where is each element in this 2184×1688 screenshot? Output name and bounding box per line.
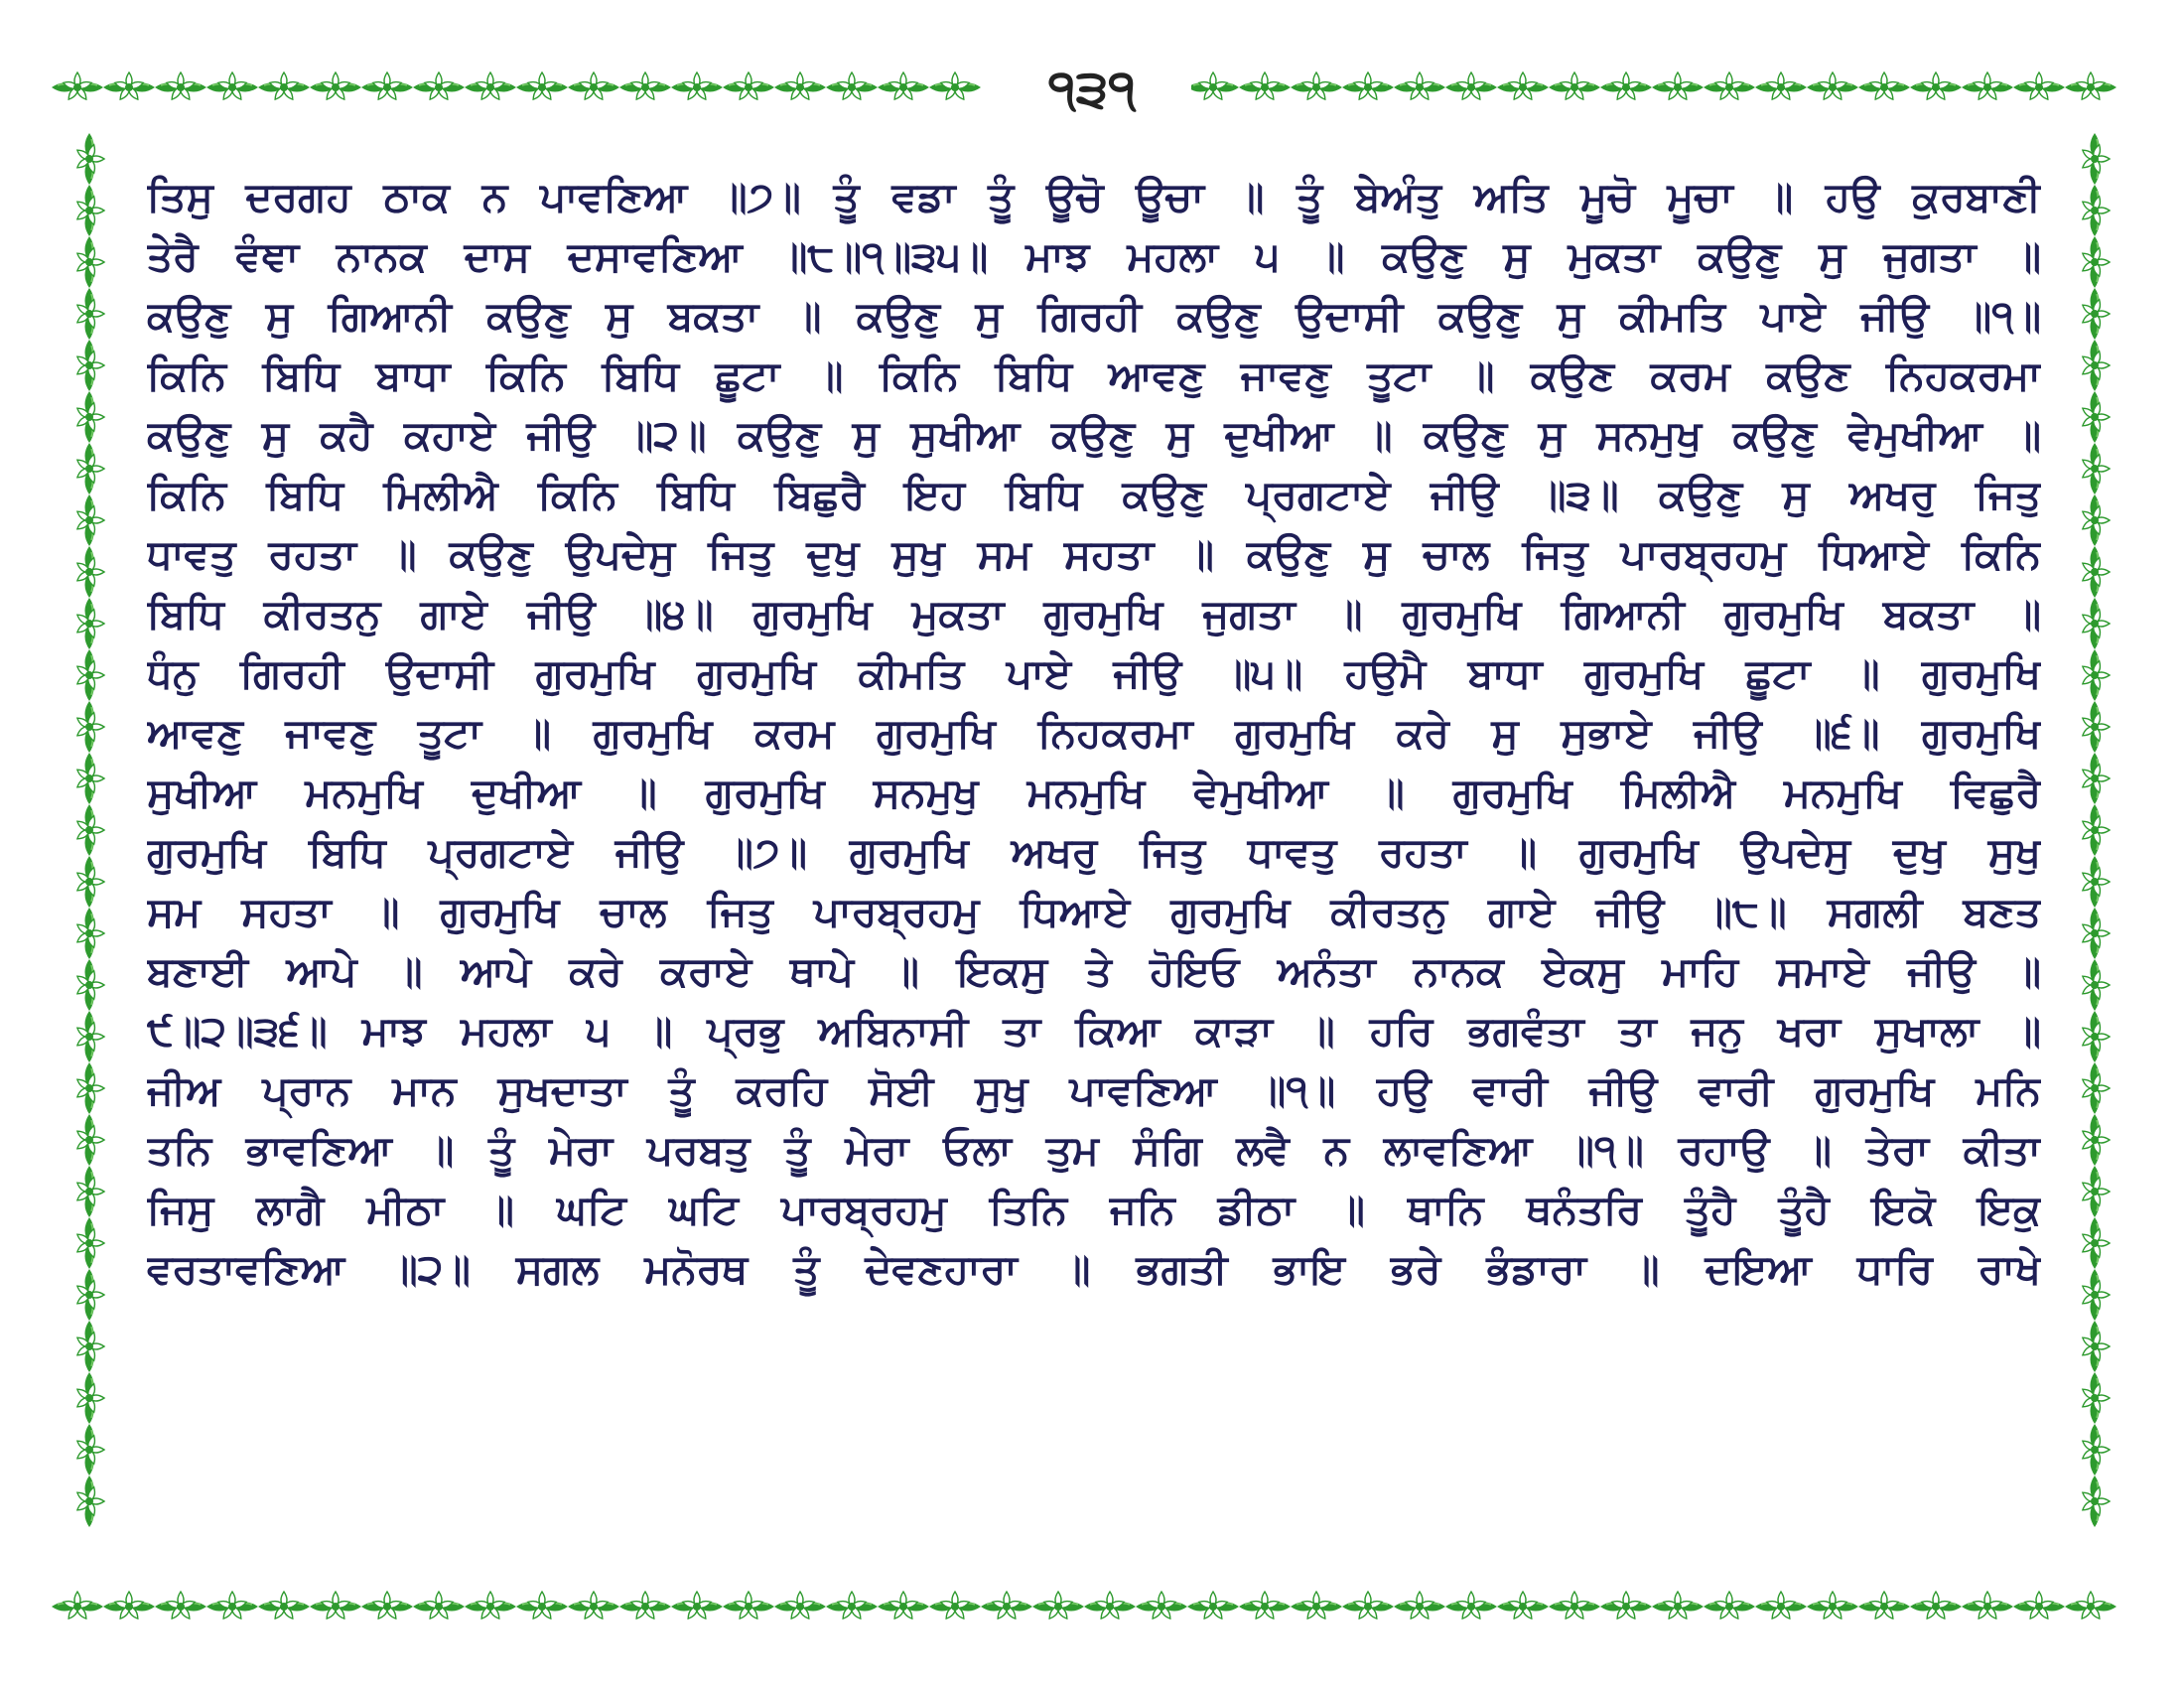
flower-vine-icon: [1962, 1592, 2013, 1620]
flower-vine-icon: [1291, 1592, 1342, 1620]
flower-vine-icon: [75, 1062, 104, 1114]
flower-vine-icon: [75, 753, 104, 804]
flower-vine-icon: [75, 236, 104, 288]
flower-vine-icon: [1084, 1592, 1136, 1620]
flower-vine-icon: [1445, 1592, 1497, 1620]
flower-vine-icon: [2081, 1114, 2110, 1166]
flower-vine-icon: [2081, 494, 2110, 546]
flower-vine-icon: [1652, 72, 1704, 101]
flower-vine-icon: [75, 1372, 104, 1424]
flower-vine-icon: [413, 72, 465, 101]
border-bottom-vine: [52, 1592, 2116, 1620]
flower-vine-icon: [310, 1592, 361, 1620]
flower-vine-icon: [206, 72, 258, 101]
flower-vine-icon: [52, 72, 103, 101]
flower-vine-icon: [2081, 701, 2110, 753]
flower-vine-icon: [75, 288, 104, 340]
flower-vine-icon: [1755, 1592, 1807, 1620]
flower-vine-icon: [2081, 443, 2110, 494]
flower-vine-icon: [516, 72, 568, 101]
flower-vine-icon: [723, 72, 774, 101]
flower-vine-icon: [2081, 133, 2110, 185]
flower-vine-icon: [2081, 1476, 2110, 1527]
flower-vine-icon: [2081, 1424, 2110, 1476]
flower-vine-icon: [2081, 288, 2110, 340]
flower-vine-icon: [981, 1592, 1032, 1620]
text-line: ਕਿਨਿ ਬਿਧਿ ਮਿਲੀਐ ਕਿਨਿ ਬਿਧਿ ਬਿਛੁਰੈ ਇਹ ਬਿਧਿ ਕਉਣੁ ਪ੍ਰਗਟਾਏ ਜੀਉ ॥੩॥ ਕਉਣੁ ਸੁ ਅਖਰੁ ਜਿਤੁ: [147, 471, 2041, 518]
flower-vine-icon: [103, 1592, 155, 1620]
flower-vine-icon: [1032, 1592, 1084, 1620]
flower-vine-icon: [1497, 1592, 1549, 1620]
text-line: ਵਰਤਾਵਣਿਆ ॥੨॥ ਸਗਲ ਮਨੋਰਥ ਤੂੰ ਦੇਵਣਹਾਰਾ ॥ ਭਗਤੀ ਭਾਇ ਭਰੇ ਭੰਡਾਰਾ ॥ ਦਇਆ ਧਾਰਿ ਰਾਖੇ: [147, 1245, 2041, 1293]
flower-vine-icon: [75, 443, 104, 494]
text-line: ਧਾਵਤੁ ਰਹਤਾ ॥ ਕਉਣੁ ਉਪਦੇਸੁ ਜਿਤੁ ਦੁਖੁ ਸੁਖੁ ਸਮ ਸਹਤਾ ॥ ਕਉਣੁ ਸੁ ਚਾਲ ਜਿਤੁ ਪਾਰਬ੍ਰਹਮੁ ਧਿਆਏ ਕਿਨਿ: [147, 530, 2041, 578]
flower-vine-icon: [1549, 72, 1600, 101]
flower-vine-icon: [2081, 1269, 2110, 1321]
flower-vine-icon: [2081, 236, 2110, 288]
border-left-vine: [75, 133, 104, 1527]
flower-vine-icon: [1600, 1592, 1652, 1620]
flower-vine-icon: [75, 391, 104, 443]
flower-vine-icon: [568, 1592, 619, 1620]
flower-vine-icon: [1858, 72, 1910, 101]
flower-vine-icon: [1342, 72, 1394, 101]
flower-vine-icon: [1239, 72, 1291, 101]
flower-vine-icon: [2081, 753, 2110, 804]
flower-vine-icon: [826, 1592, 878, 1620]
flower-vine-icon: [2081, 1321, 2110, 1372]
flower-vine-icon: [1807, 72, 1858, 101]
flower-vine-icon: [206, 1592, 258, 1620]
flower-vine-icon: [465, 1592, 516, 1620]
flower-vine-icon: [75, 185, 104, 236]
flower-vine-icon: [1342, 1592, 1394, 1620]
flower-vine-icon: [2081, 1062, 2110, 1114]
flower-vine-icon: [619, 1592, 671, 1620]
flower-vine-icon: [75, 804, 104, 856]
flower-vine-icon: [2081, 546, 2110, 598]
flower-vine-icon: [2081, 1372, 2110, 1424]
flower-vine-icon: [258, 72, 310, 101]
flower-vine-icon: [878, 1592, 929, 1620]
flower-vine-icon: [1187, 72, 1239, 101]
flower-vine-icon: [52, 1592, 103, 1620]
text-line: ਕਿਨਿ ਬਿਧਿ ਬਾਧਾ ਕਿਨਿ ਬਿਧਿ ਛੂਟਾ ॥ ਕਿਨਿ ਬਿਧਿ ਆਵਣੁ ਜਾਵਣੁ ਤੂਟਾ ॥ ਕਉਣ ਕਰਮ ਕਉਣ ਨਿਹਕਰਮਾ: [147, 352, 2041, 399]
flower-vine-icon: [1962, 72, 2013, 101]
flower-vine-icon: [1858, 1592, 1910, 1620]
flower-vine-icon: [361, 72, 413, 101]
flower-vine-icon: [1807, 1592, 1858, 1620]
flower-vine-icon: [774, 72, 826, 101]
text-line: ਜੀਅ ਪ੍ਰਾਨ ਮਾਨ ਸੁਖਦਾਤਾ ਤੂੰ ਕਰਹਿ ਸੋਈ ਸੁਖੁ ਪਾਵਣਿਆ ॥੧॥ ਹਉ ਵਾਰੀ ਜੀਉ ਵਾਰੀ ਗੁਰਮੁਖਿ ਮਨਿ: [147, 1066, 2041, 1114]
text-line: ਧੰਨੁ ਗਿਰਹੀ ਉਦਾਸੀ ਗੁਰਮੁਖਿ ਗੁਰਮੁਖਿ ਕੀਮਤਿ ਪਾਏ ਜੀਉ ॥੫॥ ਹਉਮੈ ਬਾਧਾ ਗੁਰਮੁਖਿ ਛੂਟਾ ॥ ਗੁਰਮੁਖਿ: [147, 649, 2041, 697]
flower-vine-icon: [2081, 804, 2110, 856]
flower-vine-icon: [1549, 1592, 1600, 1620]
flower-vine-icon: [1910, 72, 1962, 101]
flower-vine-icon: [1704, 1592, 1755, 1620]
flower-vine-icon: [671, 72, 723, 101]
flower-vine-icon: [75, 1321, 104, 1372]
text-line: ਤਨਿ ਭਾਵਣਿਆ ॥ ਤੂੰ ਮੇਰਾ ਪਰਬਤੁ ਤੂੰ ਮੇਰਾ ਓਲਾ ਤੁਮ ਸੰਗਿ ਲਵੈ ਨ ਲਾਵਣਿਆ ॥੧॥ ਰਹਾਉ ॥ ਤੇਰਾ ਕੀਤਾ: [147, 1126, 2041, 1174]
text-line: ੯॥੨॥੩੬॥ ਮਾਝ ਮਹਲਾ ੫ ॥ ਪ੍ਰਭੁ ਅਬਿਨਾਸੀ ਤਾ ਕਿਆ ਕਾੜਾ ॥ ਹਰਿ ਭਗਵੰਤਾ ਤਾ ਜਨੁ ਖਰਾ ਸੁਖਾਲਾ ॥: [147, 1007, 2041, 1055]
flower-vine-icon: [75, 701, 104, 753]
text-line: ਸਮ ਸਹਤਾ ॥ ਗੁਰਮੁਖਿ ਚਾਲ ਜਿਤੁ ਪਾਰਬ੍ਰਹਮੁ ਧਿਆਏ ਗੁਰਮੁਖਿ ਕੀਰਤਨੁ ਗਾਏ ਜੀਉ ॥੮॥ ਸਗਲੀ ਬਣਤ: [147, 888, 2041, 935]
scripture-text-block: [147, 167, 2041, 1299]
flower-vine-icon: [75, 133, 104, 185]
flower-vine-icon: [929, 1592, 981, 1620]
flower-vine-icon: [75, 856, 104, 908]
flower-vine-icon: [1755, 72, 1807, 101]
flower-vine-icon: [1291, 72, 1342, 101]
flower-vine-icon: [774, 1592, 826, 1620]
flower-vine-icon: [310, 72, 361, 101]
flower-vine-icon: [826, 72, 878, 101]
flower-vine-icon: [75, 1114, 104, 1166]
flower-vine-icon: [1652, 1592, 1704, 1620]
flower-vine-icon: [155, 1592, 206, 1620]
flower-vine-icon: [1704, 72, 1755, 101]
text-line: ਕਉਣੁ ਸੁ ਕਹੈ ਕਹਾਏ ਜੀਉ ॥੨॥ ਕਉਣੁ ਸੁ ਸੁਖੀਆ ਕਉਣੁ ਸੁ ਦੁਖੀਆ ॥ ਕਉਣੁ ਸੁ ਸਨਮੁਖੁ ਕਉਣੁ ਵੇਮੁਖੀਆ ॥: [147, 411, 2041, 459]
flower-vine-icon: [75, 1269, 104, 1321]
flower-vine-icon: [75, 546, 104, 598]
flower-vine-icon: [2081, 908, 2110, 959]
flower-vine-icon: [2081, 1166, 2110, 1217]
flower-vine-icon: [723, 1592, 774, 1620]
flower-vine-icon: [2081, 649, 2110, 701]
flower-vine-icon: [1187, 1592, 1239, 1620]
text-line: ਬਿਧਿ ਕੀਰਤਨੁ ਗਾਏ ਜੀਉ ॥੪॥ ਗੁਰਮੁਖਿ ਮੁਕਤਾ ਗੁਰਮੁਖਿ ਜੁਗਤਾ ॥ ਗੁਰਮੁਖਿ ਗਿਆਨੀ ਗੁਰਮੁਖਿ ਬਕਤਾ ॥: [147, 590, 2041, 637]
flower-vine-icon: [75, 649, 104, 701]
border-right-vine: [2081, 133, 2110, 1527]
text-line: ਆਵਣੁ ਜਾਵਣੁ ਤੂਟਾ ॥ ਗੁਰਮੁਖਿ ਕਰਮ ਗੁਰਮੁਖਿ ਨਿਹਕਰਮਾ ਗੁਰਮੁਖਿ ਕਰੇ ਸੁ ਸੁਭਾਏ ਜੀਉ ॥੬॥ ਗੁਰਮੁਖਿ: [147, 709, 2041, 757]
flower-vine-icon: [155, 72, 206, 101]
flower-vine-icon: [75, 1476, 104, 1527]
flower-vine-icon: [75, 598, 104, 649]
flower-vine-icon: [878, 72, 929, 101]
flower-vine-icon: [929, 72, 981, 101]
flower-vine-icon: [75, 1166, 104, 1217]
flower-vine-icon: [2081, 1011, 2110, 1062]
flower-vine-icon: [2081, 1217, 2110, 1269]
flower-vine-icon: [413, 1592, 465, 1620]
flower-vine-icon: [1445, 72, 1497, 101]
flower-vine-icon: [1910, 1592, 1962, 1620]
flower-vine-icon: [2013, 1592, 2065, 1620]
page-number: ੧੩੧: [993, 55, 1191, 124]
flower-vine-icon: [1394, 72, 1445, 101]
flower-vine-icon: [75, 1424, 104, 1476]
flower-vine-icon: [465, 72, 516, 101]
flower-vine-icon: [75, 1011, 104, 1062]
flower-vine-icon: [568, 72, 619, 101]
flower-vine-icon: [75, 1217, 104, 1269]
flower-vine-icon: [75, 908, 104, 959]
flower-vine-icon: [1600, 72, 1652, 101]
flower-vine-icon: [516, 1592, 568, 1620]
flower-vine-icon: [75, 340, 104, 391]
flower-vine-icon: [2081, 856, 2110, 908]
text-line: ਗੁਰਮੁਖਿ ਬਿਧਿ ਪ੍ਰਗਟਾਏ ਜੀਉ ॥੭॥ ਗੁਰਮੁਖਿ ਅਖਰੁ ਜਿਤੁ ਧਾਵਤੁ ਰਹਤਾ ॥ ਗੁਰਮੁਖਿ ਉਪਦੇਸੁ ਦੁਖੁ ਸੁਖੁ: [147, 828, 2041, 876]
flower-vine-icon: [619, 72, 671, 101]
text-line: ਤੇਰੈ ਵੰਞਾ ਨਾਨਕ ਦਾਸ ਦਸਾਵਣਿਆ ॥੮॥੧॥੩੫॥ ਮਾਝ ਮਹਲਾ ੫ ॥ ਕਉਣੁ ਸੁ ਮੁਕਤਾ ਕਉਣੁ ਸੁ ਜੁਗਤਾ ॥: [147, 232, 2041, 280]
flower-vine-icon: [2081, 959, 2110, 1011]
flower-vine-icon: [1239, 1592, 1291, 1620]
flower-vine-icon: [2081, 391, 2110, 443]
text-line: ਜਿਸੁ ਲਾਗੈ ਮੀਠਾ ॥ ਘਟਿ ਘਟਿ ਪਾਰਬ੍ਰਹਮੁ ਤਿਨਿ ਜਨਿ ਡੀਠਾ ॥ ਥਾਨਿ ਥਨੰਤਰਿ ਤੂੰਹੈ ਤੂੰਹੈ ਇਕੋ ਇਕੁ: [147, 1186, 2041, 1233]
text-line: ਤਿਸੁ ਦਰਗਹ ਠਾਕ ਨ ਪਾਵਣਿਆ ॥੭॥ ਤੂੰ ਵਡਾ ਤੂੰ ਊਚੋ ਊਚਾ ॥ ਤੂੰ ਬੇਅੰਤੁ ਅਤਿ ਮੂਚੋ ਮੂਚਾ ॥ ਹਉ ਕੁਰਬਾਣੀ: [147, 173, 2041, 220]
flower-vine-icon: [2065, 72, 2116, 101]
flower-vine-icon: [258, 1592, 310, 1620]
flower-vine-icon: [1394, 1592, 1445, 1620]
flower-vine-icon: [103, 72, 155, 101]
flower-vine-icon: [75, 959, 104, 1011]
text-line: ਬਣਾਈ ਆਪੇ ॥ ਆਪੇ ਕਰੇ ਕਰਾਏ ਥਾਪੇ ॥ ਇਕਸੁ ਤੇ ਹੋਇਓ ਅਨੰਤਾ ਨਾਨਕ ਏਕਸੁ ਮਾਹਿ ਸਮਾਏ ਜੀਉ ॥: [147, 947, 2041, 995]
flower-vine-icon: [2081, 598, 2110, 649]
flower-vine-icon: [2081, 340, 2110, 391]
text-line: ਸੁਖੀਆ ਮਨਮੁਖਿ ਦੁਖੀਆ ॥ ਗੁਰਮੁਖਿ ਸਨਮੁਖੁ ਮਨਮੁਖਿ ਵੇਮੁਖੀਆ ॥ ਗੁਰਮੁਖਿ ਮਿਲੀਐ ਮਨਮੁਖਿ ਵਿਛੁਰੈ: [147, 769, 2041, 816]
flower-vine-icon: [2065, 1592, 2116, 1620]
flower-vine-icon: [1497, 72, 1549, 101]
flower-vine-icon: [2013, 72, 2065, 101]
text-line: ਕਉਣੁ ਸੁ ਗਿਆਨੀ ਕਉਣੁ ਸੁ ਬਕਤਾ ॥ ਕਉਣੁ ਸੁ ਗਿਰਹੀ ਕਉਣੁ ਉਦਾਸੀ ਕਉਣੁ ਸੁ ਕੀਮਤਿ ਪਾਏ ਜੀਉ ॥੧॥: [147, 292, 2041, 340]
flower-vine-icon: [671, 1592, 723, 1620]
flower-vine-icon: [2081, 185, 2110, 236]
flower-vine-icon: [1136, 1592, 1187, 1620]
flower-vine-icon: [75, 494, 104, 546]
flower-vine-icon: [361, 1592, 413, 1620]
